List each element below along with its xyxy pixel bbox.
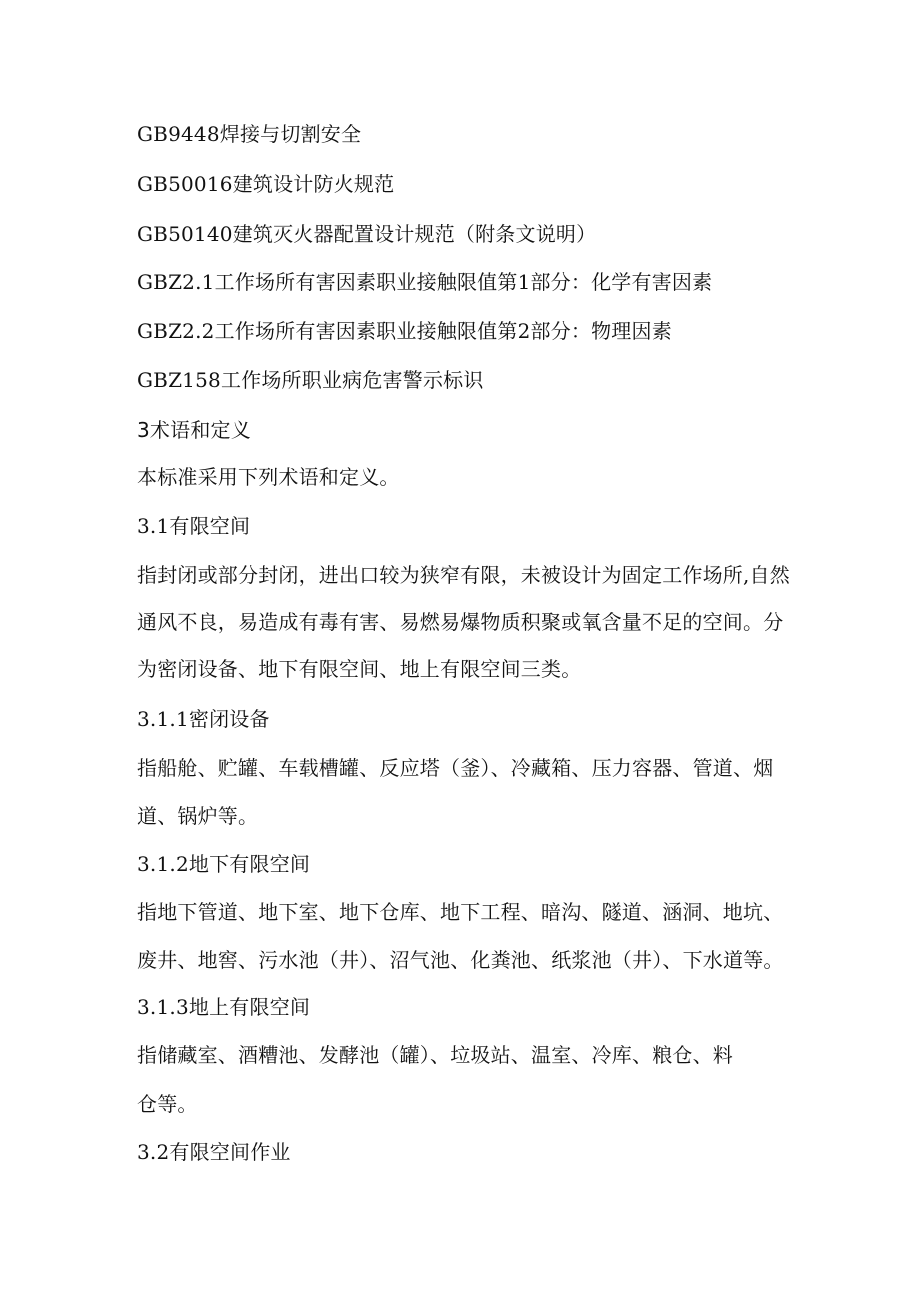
paragraph-line: 仓等。 [137, 1092, 198, 1116]
reference-gbz2-2: GBZ2.2工作场所有害因素职业接触限值第2部分：物理因素 [137, 319, 672, 343]
subsection-title-3-1-1: 3.1.1密闭设备 [137, 707, 270, 731]
subsection-title-3-1: 3.1有限空间 [137, 514, 251, 538]
paragraph-line: 指储藏室、酒糟池、发酵池（罐）、垃圾站、温室、冷库、粮仓、料 [137, 1043, 733, 1067]
reference-gbz2-1: GBZ2.1工作场所有害因素职业接触限值第1部分：化学有害因素 [137, 270, 713, 294]
paragraph-line: 废井、地窖、污水池（井）、沼气池、化粪池、纸浆池（井）、下水道等。 [137, 948, 784, 972]
reference-gb50140: GB50140建筑灭火器配置设计规范（附条文说明） [137, 222, 597, 246]
section-intro: 本标准采用下列术语和定义。 [137, 465, 400, 489]
paragraph-line: 指地下管道、地下室、地下仓库、地下工程、暗沟、隧道、涵洞、地坑、 [137, 900, 784, 924]
paragraph-line: 指船舱、贮罐、车载槽罐、反应塔（釜）、冷藏箱、压力容器、管道、烟 [137, 756, 774, 780]
paragraph-line: 为密闭设备、地下有限空间、地上有限空间三类。 [137, 657, 582, 681]
reference-gbz158: GBZ158工作场所职业病危害警示标识 [137, 368, 484, 392]
reference-gb50016: GB50016建筑设计防火规范 [137, 172, 395, 196]
reference-gb9448: GB9448焊接与切割安全 [137, 122, 362, 146]
subsection-title-3-2: 3.2有限空间作业 [137, 1140, 291, 1164]
section-heading-terms-definitions: 3术语和定义 [137, 418, 251, 442]
subsection-title-3-1-3: 3.1.3地上有限空间 [137, 995, 311, 1019]
paragraph-line: 通风不良，易造成有毒有害、易燃易爆物质积聚或氧含量不足的空间。分 [137, 610, 784, 634]
paragraph-line: 道、锅炉等。 [137, 804, 259, 828]
subsection-title-3-1-2: 3.1.2地下有限空间 [137, 852, 311, 876]
paragraph-line: 指封闭或部分封闭，进出口较为狭窄有限，未被设计为固定工作场所,自然 [137, 563, 790, 587]
